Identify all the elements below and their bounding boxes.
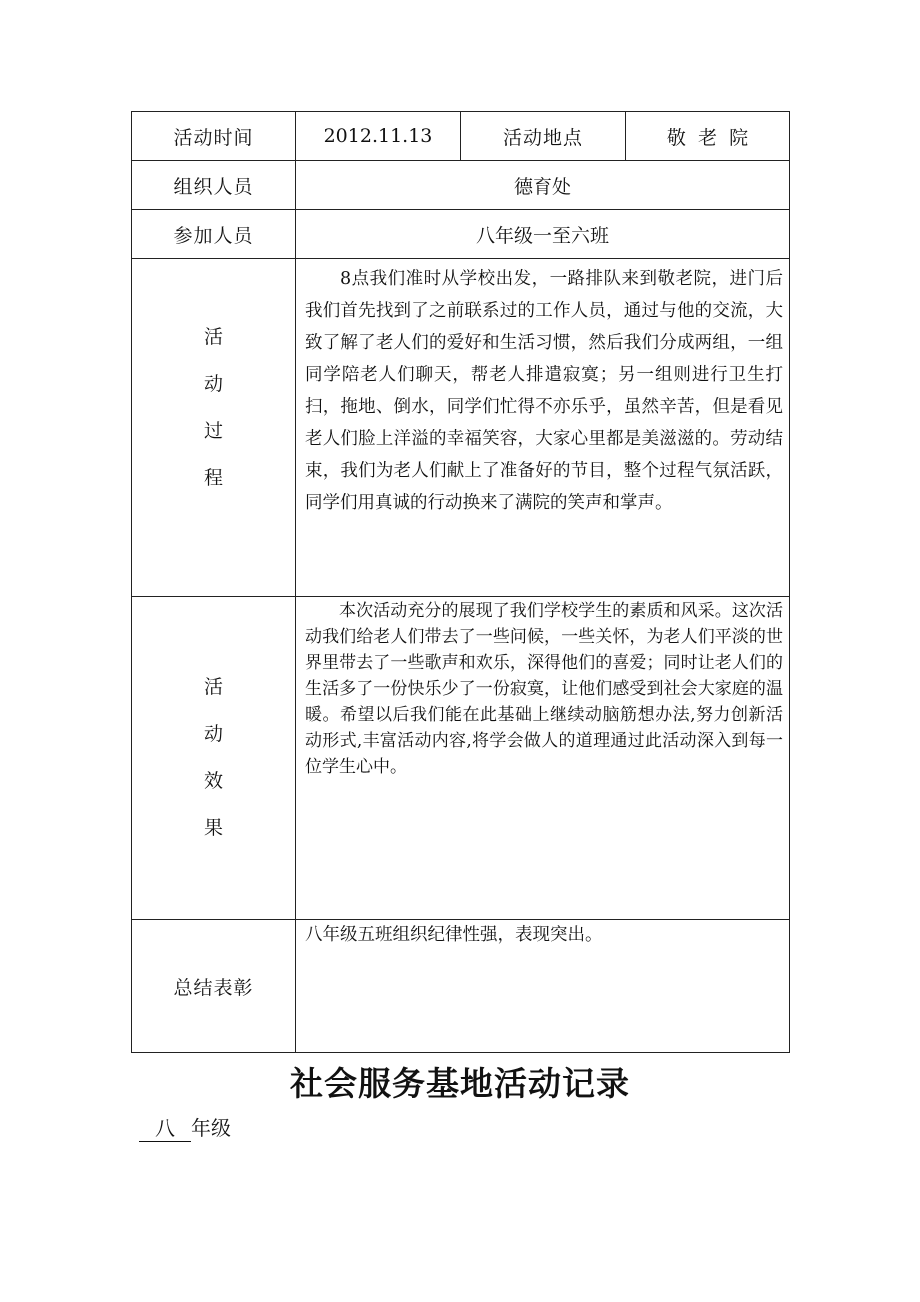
- activity-record-table: [131, 111, 790, 1053]
- summary-content: [295, 919, 790, 1053]
- effect-text: 本次活动充分的展现了我们学校学生的素质和风采。这次活动我们给老人们带去了一些问候，一些关怀，为老人们平淡的世界里带去了一些歌声和欢乐，深得他们的喜爱；同时让老人们的生活多了一份快乐少了一份寂寞，让他们感受到社会大家庭的温暖。希望以后我们能在此基础上继续动脑筋想办法,努力创新活动形式,丰富活动内容,将学会做人的道理通过此活动深入到每一位学生心中。: [305, 601, 783, 777]
- process-content: [295, 258, 790, 597]
- process-label: [131, 258, 296, 597]
- page-title: 社会服务基地活动记录: [290, 1064, 630, 1103]
- effect-label-char: 动: [203, 723, 223, 745]
- grade-line: [139, 1112, 231, 1142]
- process-label-char: 程: [203, 466, 223, 489]
- grade-value: 八: [139, 1112, 191, 1142]
- effect-label-char: 活: [203, 676, 223, 698]
- organizer-value: 德育处: [295, 160, 790, 210]
- place-label: 活动地点: [460, 111, 626, 161]
- organizer-label: 组织人员: [131, 160, 296, 210]
- process-label-char: 过: [203, 419, 223, 442]
- participants-value: 八年级一至六班: [295, 209, 790, 259]
- summary-text: 八年级五班组织纪律性强，表现突出。: [305, 925, 603, 945]
- grade-suffix: 年级: [191, 1116, 231, 1140]
- process-label-char: 动: [203, 372, 223, 395]
- time-label: 活动时间: [131, 111, 296, 161]
- process-text: 8点我们准时从学校出发，一路排队来到敬老院，进门后我们首先找到了之前联系过的工作人员，通过与他的交流，大致了解了老人们的爱好和生活习惯，然后我们分成两组，一组同学陪老人们聊天，帮老人排遣寂寞；另一组则进行卫生打扫，拖地、倒水，同学们忙得不亦乐乎，虽然辛苦，但是看见老人们脸上洋溢的幸福笑容，大家心里都是美滋滋的。劳动结束，我们为老人们献上了准备好的节目，整个过程气氛活跃，同学们用真诚的行动换来了满院的笑声和掌声。: [305, 269, 783, 513]
- effect-label-char: 效: [203, 770, 223, 792]
- effect-content: [295, 596, 790, 920]
- effect-label: [131, 596, 296, 920]
- process-label-char: 活: [203, 325, 223, 348]
- time-value: 2012.11.13: [295, 111, 461, 161]
- effect-label-char: 果: [203, 817, 223, 839]
- participants-label: 参加人员: [131, 209, 296, 259]
- summary-label: 总结表彰: [131, 919, 296, 1053]
- place-value: 敬 老 院: [625, 111, 790, 161]
